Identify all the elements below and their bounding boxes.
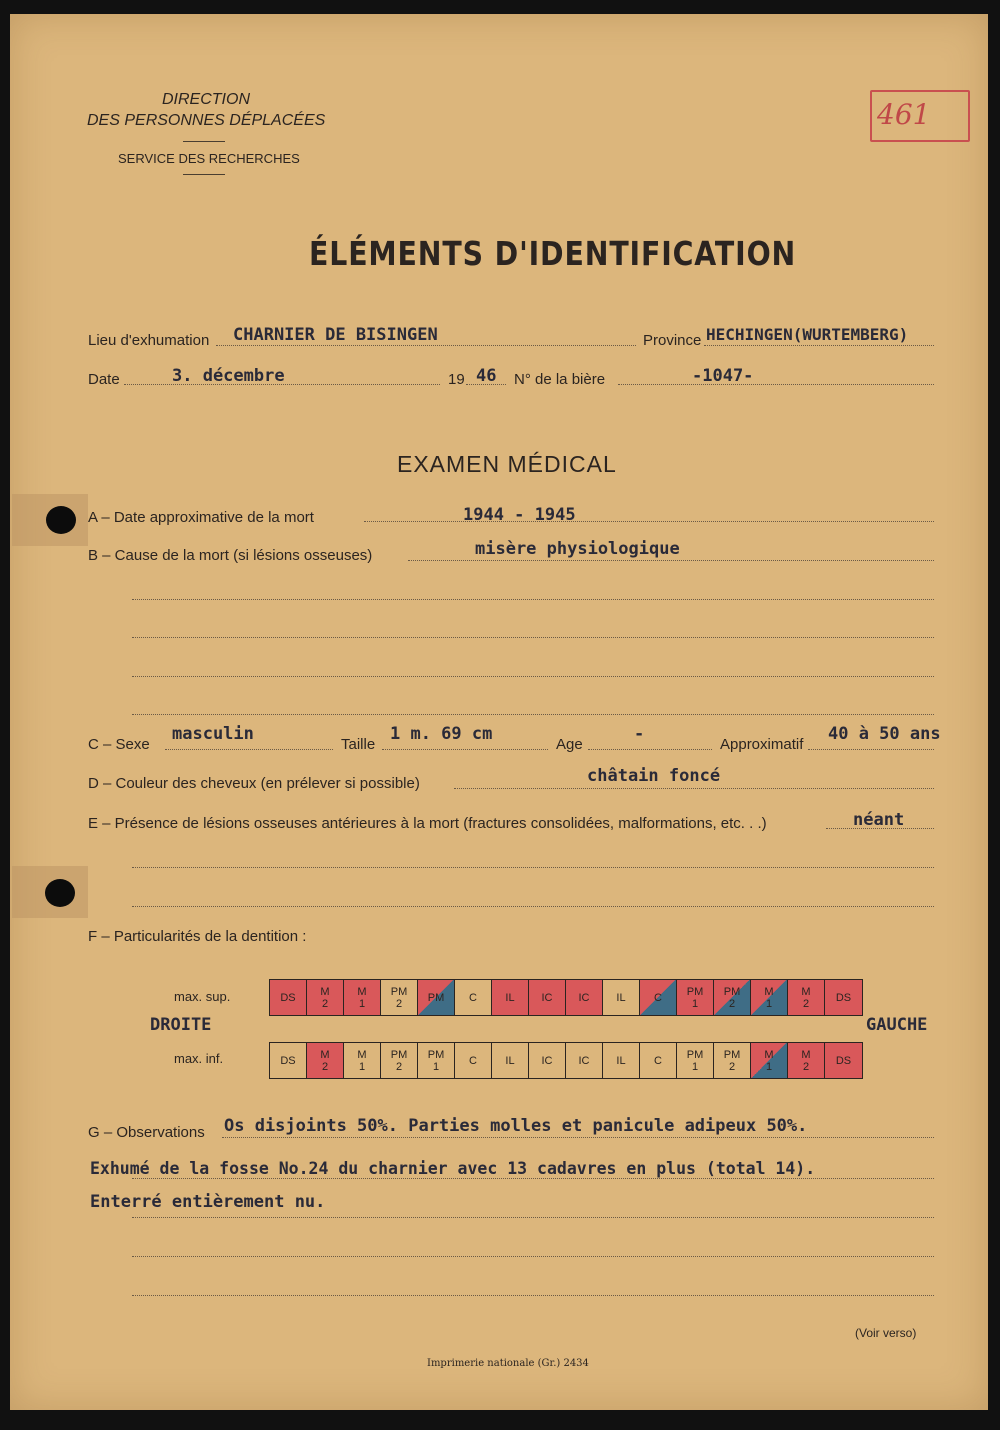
tooth-cell [677, 980, 714, 1015]
age-value: - [634, 724, 645, 744]
tooth-type: IL [616, 1054, 626, 1067]
tooth-type: DS [835, 991, 852, 1004]
section-b-label: B – Cause de la mort (si lésions osseuses) [88, 547, 373, 564]
tooth-type: IC [578, 991, 590, 1004]
observation-line-1: Os disjoints 50%. Parties molles et panicule adipeux 50%. [224, 1116, 808, 1136]
tooth-number: 2 [802, 1060, 810, 1073]
tooth-type: M [357, 1048, 367, 1061]
taille-label: Taille [341, 736, 376, 753]
biere-label: N° de la bière [514, 371, 606, 388]
age-label: Age [556, 736, 583, 753]
divider [183, 141, 225, 142]
tooth-cell [640, 980, 677, 1015]
section-b-value: misère physiologique [475, 539, 680, 559]
tooth-cell [492, 1043, 529, 1078]
org-line-2: DES PERSONNES DÉPLACÉES [87, 112, 326, 129]
punch-hole [46, 506, 76, 534]
tooth-cell [825, 980, 862, 1015]
tooth-type: PM [427, 991, 445, 1004]
tooth-number: 1 [765, 997, 773, 1010]
tooth-type: PM [723, 985, 741, 998]
taille-value: 1 m. 69 cm [390, 724, 493, 744]
tooth-cell [640, 1043, 677, 1078]
tooth-number: 2 [321, 997, 329, 1010]
tooth-cell [677, 1043, 714, 1078]
province-line [704, 345, 934, 346]
tooth-cell [529, 1043, 566, 1078]
date-value: 3. décembre [172, 366, 285, 386]
biere-line [618, 384, 934, 385]
biere-value: -1047- [692, 366, 754, 386]
tooth-cell [751, 1043, 788, 1078]
voir-verso: (Voir verso) [855, 1326, 917, 1340]
tooth-cell [418, 980, 455, 1015]
tooth-type: M [357, 985, 367, 998]
tooth-number: 1 [358, 1060, 366, 1073]
tooth-number: 2 [802, 997, 810, 1010]
section-d-value: châtain foncé [587, 766, 721, 786]
tooth-cell [603, 1043, 640, 1078]
tooth-type: M [801, 1048, 811, 1061]
tooth-type: IC [541, 1054, 553, 1067]
tooth-cell [825, 1043, 862, 1078]
blank-line [132, 1295, 934, 1296]
tooth-type: M [801, 985, 811, 998]
tooth-type: C [654, 991, 662, 1004]
section-f-label: F – Particularités de la dentition : [88, 928, 307, 945]
tooth-number: 1 [432, 1060, 440, 1073]
observation-line-2: Exhumé de la fosse No.24 du charnier avec 13 cadavres en plus (total 14). [90, 1159, 816, 1178]
tooth-type: C [469, 991, 477, 1004]
sexe-label: C – Sexe [88, 736, 150, 753]
blank-line [132, 676, 934, 677]
tooth-cell [418, 1043, 455, 1078]
tooth-number: 1 [691, 1060, 699, 1073]
blank-line [132, 906, 934, 907]
taille-line [382, 749, 548, 750]
page-title: ÉLÉMENTS D'IDENTIFICATION [309, 234, 797, 273]
tooth-number: 2 [395, 997, 403, 1010]
observation-rule [132, 1178, 934, 1179]
lieu-label: Lieu d'exhumation [88, 332, 210, 349]
section-e-value: néant [853, 810, 905, 830]
tooth-cell [603, 980, 640, 1015]
tooth-type: IC [578, 1054, 590, 1067]
tooth-type: PM [723, 1048, 741, 1061]
tooth-type: IL [505, 1054, 515, 1067]
tooth-cell [381, 1043, 418, 1078]
tooth-cell [566, 980, 603, 1015]
tooth-type: IL [616, 991, 626, 1004]
province-label: Province [643, 332, 702, 349]
tooth-cell [455, 980, 492, 1015]
tooth-cell [529, 980, 566, 1015]
year-value: 46 [476, 366, 497, 386]
tooth-cell [751, 980, 788, 1015]
tooth-type: DS [835, 1054, 852, 1067]
org-line-1: DIRECTION [162, 91, 250, 108]
tooth-cell [788, 980, 825, 1015]
section-a-line [364, 521, 934, 522]
observation-line-3: Enterré entièrement nu. [90, 1192, 326, 1212]
approx-label: Approximatif [720, 736, 804, 753]
lower-teeth-chart [269, 1042, 863, 1079]
stamp-number: 461 [877, 98, 931, 131]
upper-teeth-chart [269, 979, 863, 1016]
printer-imprint: Imprimerie nationale (Gr.) 2434 [427, 1358, 589, 1369]
blank-line [132, 637, 934, 638]
tooth-type: PM [390, 985, 408, 998]
tooth-type: IC [541, 991, 553, 1004]
approx-value: 40 à 50 ans [828, 724, 941, 744]
gauche-label: GAUCHE [866, 1015, 928, 1035]
tooth-number: 2 [395, 1060, 403, 1073]
tooth-cell [270, 980, 307, 1015]
tooth-number: 2 [728, 1060, 736, 1073]
section-b-line [408, 560, 934, 561]
section-d-label: D – Couleur des cheveux (en prélever si possible) [88, 775, 420, 792]
tooth-cell [307, 980, 344, 1015]
tooth-cell [270, 1043, 307, 1078]
droite-label: DROITE [150, 1015, 212, 1035]
max-sup-label: max. sup. [174, 989, 231, 1004]
tooth-cell [714, 1043, 751, 1078]
section-a-value: 1944 - 1945 [463, 505, 576, 525]
sexe-line [165, 749, 333, 750]
approx-line [808, 749, 934, 750]
blank-line [132, 714, 934, 715]
tooth-type: PM [390, 1048, 408, 1061]
blank-line [132, 1256, 934, 1257]
tooth-type: M [764, 1048, 774, 1061]
tooth-type: PM [686, 1048, 704, 1061]
tooth-type: PM [427, 1048, 445, 1061]
tooth-number: 2 [728, 997, 736, 1010]
province-value: HECHINGEN(WURTEMBERG) [706, 325, 909, 344]
divider [183, 174, 225, 175]
date-label: Date [88, 371, 120, 388]
section-g-line [222, 1137, 934, 1138]
tooth-type: M [320, 985, 330, 998]
tooth-cell [566, 1043, 603, 1078]
tooth-cell [788, 1043, 825, 1078]
tooth-type: PM [686, 985, 704, 998]
tooth-cell [455, 1043, 492, 1078]
exam-title: EXAMEN MÉDICAL [397, 451, 617, 477]
section-d-line [454, 788, 934, 789]
service-name: SERVICE DES RECHERCHES [118, 151, 300, 166]
tooth-type: M [320, 1048, 330, 1061]
tooth-number: 2 [321, 1060, 329, 1073]
punch-hole [45, 879, 75, 907]
sexe-value: masculin [172, 724, 254, 744]
tooth-type: IL [505, 991, 515, 1004]
observation-rule [132, 1217, 934, 1218]
tooth-number: 1 [358, 997, 366, 1010]
year-prefix: 19 [448, 371, 465, 388]
section-g-label: G – Observations [88, 1124, 205, 1141]
tooth-number: 1 [765, 1060, 773, 1073]
tooth-cell [344, 980, 381, 1015]
tooth-cell [344, 1043, 381, 1078]
tooth-type: C [654, 1054, 662, 1067]
tooth-type: DS [280, 991, 296, 1004]
section-e-label: E – Présence de lésions osseuses antérieures à la mort (fractures consolidées, malformations, etc. . .) [88, 815, 767, 832]
tooth-cell [714, 980, 751, 1015]
lieu-value: CHARNIER DE BISINGEN [233, 325, 438, 345]
age-line [588, 749, 712, 750]
tooth-type: M [764, 985, 774, 998]
tooth-type: C [469, 1054, 477, 1067]
max-inf-label: max. inf. [174, 1051, 224, 1066]
tooth-cell [381, 980, 418, 1015]
tooth-cell [492, 980, 529, 1015]
blank-line [132, 867, 934, 868]
tooth-cell [307, 1043, 344, 1078]
tooth-type: DS [280, 1054, 296, 1067]
section-a-label: A – Date approximative de la mort [88, 509, 314, 526]
lieu-line [216, 345, 636, 346]
tooth-number: 1 [691, 997, 699, 1010]
blank-line [132, 599, 934, 600]
